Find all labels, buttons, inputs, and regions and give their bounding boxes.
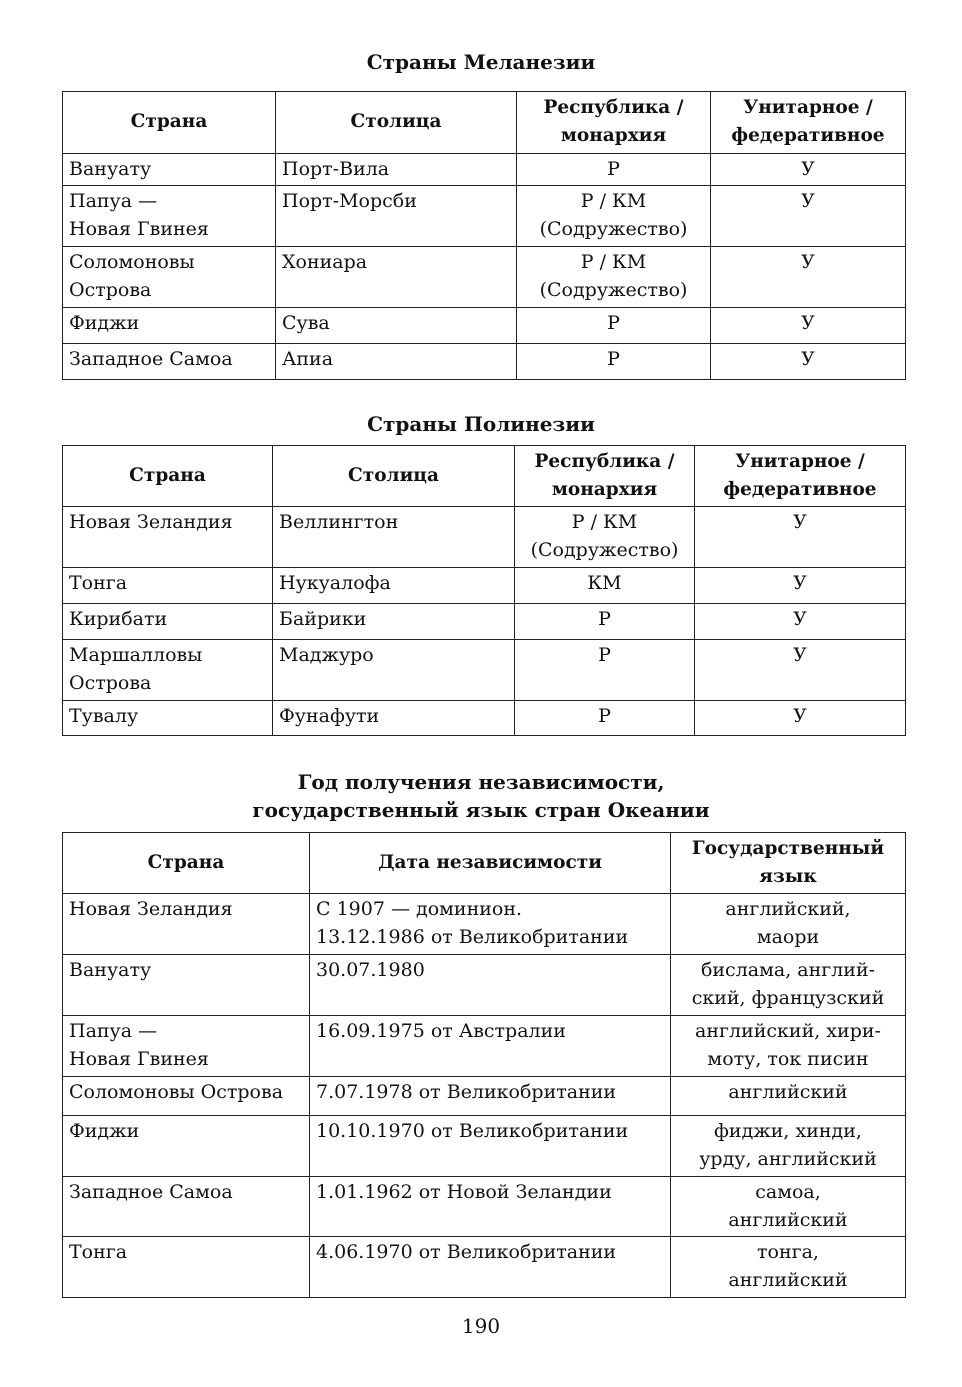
cell-capital: Порт-Морсби	[276, 186, 517, 247]
header-government: Республика / монархия	[515, 446, 695, 507]
table-row	[63, 1077, 906, 1116]
table-row	[63, 1237, 906, 1298]
oceania-title: Год получения независимости, государственный язык стран Океании	[252, 770, 710, 822]
cell-independence-date: 30.07.1980	[310, 955, 671, 1016]
cell-country: Соломоновы Острова	[63, 247, 276, 308]
cell-government: Р / КМ (Содружество)	[517, 186, 711, 247]
cell-capital: Хониара	[276, 247, 517, 308]
cell-structure: У	[695, 701, 906, 736]
table-row	[63, 604, 906, 640]
cell-capital: Маджуро	[273, 640, 515, 701]
cell-country: Тонга	[63, 1237, 310, 1298]
cell-country: Западное Самоа	[63, 344, 276, 380]
cell-government: Р	[517, 154, 711, 186]
cell-country: Фиджи	[63, 308, 276, 344]
cell-language: самоа, английский	[671, 1177, 906, 1237]
header-country: Страна	[63, 446, 273, 507]
header-capital: Столица	[276, 92, 517, 154]
cell-government: Р	[517, 308, 711, 344]
cell-country: Папуа — Новая Гвинея	[63, 186, 276, 247]
cell-country: Новая Зеландия	[63, 507, 273, 568]
cell-language: фиджи, хинди, урду, английский	[671, 1116, 906, 1177]
cell-capital: Сува	[276, 308, 517, 344]
cell-language: английский, маори	[671, 894, 906, 955]
polynesia-title: Страны Полинезии	[367, 412, 595, 436]
table-row	[63, 344, 906, 380]
cell-independence-date: 1.01.1962 от Новой Зеландии	[310, 1177, 671, 1237]
cell-structure: У	[711, 344, 906, 380]
cell-structure: У	[711, 308, 906, 344]
cell-government: КМ	[515, 568, 695, 604]
cell-country: Вануату	[63, 955, 310, 1016]
header-country: Страна	[63, 833, 310, 894]
cell-independence-date: 4.06.1970 от Великобритании	[310, 1237, 671, 1298]
cell-independence-date: С 1907 — доминион. 13.12.1986 от Великобритании	[310, 894, 671, 955]
cell-structure: У	[711, 154, 906, 186]
cell-structure: У	[711, 186, 906, 247]
header-official-language: Государственный язык	[671, 833, 906, 894]
oceania-table	[62, 832, 906, 1298]
cell-language: английский, хири- моту, ток писин	[671, 1016, 906, 1077]
header-country: Страна	[63, 92, 276, 154]
table-row	[63, 186, 906, 247]
cell-structure: У	[695, 640, 906, 701]
cell-structure: У	[695, 604, 906, 640]
cell-independence-date: 16.09.1975 от Австралии	[310, 1016, 671, 1077]
table-row	[63, 1016, 906, 1077]
header-structure: Унитарное / федеративное	[711, 92, 906, 154]
melanesia-table	[62, 91, 906, 380]
table-row	[63, 568, 906, 604]
cell-government: Р	[517, 344, 711, 380]
cell-capital: Нукуалофа	[273, 568, 515, 604]
header-capital: Столица	[273, 446, 515, 507]
polynesia-table	[62, 445, 906, 736]
page-number: 190	[461, 1314, 501, 1338]
cell-independence-date: 7.07.1978 от Великобритании	[310, 1077, 671, 1116]
cell-country: Фиджи	[63, 1116, 310, 1177]
cell-country: Вануату	[63, 154, 276, 186]
table-row	[63, 1116, 906, 1177]
table-row	[63, 701, 906, 736]
cell-structure: У	[695, 568, 906, 604]
table-row	[63, 154, 906, 186]
cell-capital: Порт-Вила	[276, 154, 517, 186]
cell-country: Маршалловы Острова	[63, 640, 273, 701]
table-row	[63, 507, 906, 568]
cell-country: Тувалу	[63, 701, 273, 736]
header-structure: Унитарное / федеративное	[695, 446, 906, 507]
table-row	[63, 955, 906, 1016]
cell-government: Р / КМ (Содружество)	[517, 247, 711, 308]
table-row	[63, 640, 906, 701]
cell-country: Кирибати	[63, 604, 273, 640]
melanesia-title: Страны Меланезии	[366, 50, 596, 74]
cell-structure: У	[695, 507, 906, 568]
header-independence-date: Дата независимости	[310, 833, 671, 894]
cell-government: Р	[515, 604, 695, 640]
table-row	[63, 894, 906, 955]
cell-country: Западное Самоа	[63, 1177, 310, 1237]
cell-language: английский	[671, 1077, 906, 1116]
cell-capital: Апиа	[276, 344, 517, 380]
header-government: Республика / монархия	[517, 92, 711, 154]
table-row	[63, 247, 906, 308]
cell-language: тонга, английский	[671, 1237, 906, 1298]
cell-country: Тонга	[63, 568, 273, 604]
table-row	[63, 1177, 906, 1237]
table-header-row	[63, 446, 906, 507]
table-header-row	[63, 833, 906, 894]
cell-government: Р / КМ (Содружество)	[515, 507, 695, 568]
cell-independence-date: 10.10.1970 от Великобритании	[310, 1116, 671, 1177]
table-header-row	[63, 92, 906, 154]
cell-country: Папуа — Новая Гвинея	[63, 1016, 310, 1077]
cell-capital: Веллингтон	[273, 507, 515, 568]
cell-government: Р	[515, 701, 695, 736]
cell-structure: У	[711, 247, 906, 308]
cell-capital: Фунафути	[273, 701, 515, 736]
cell-capital: Байрики	[273, 604, 515, 640]
table-row	[63, 308, 906, 344]
cell-country: Соломоновы Острова	[63, 1077, 310, 1116]
cell-government: Р	[515, 640, 695, 701]
cell-language: бислама, англий- ский, французский	[671, 955, 906, 1016]
cell-country: Новая Зеландия	[63, 894, 310, 955]
